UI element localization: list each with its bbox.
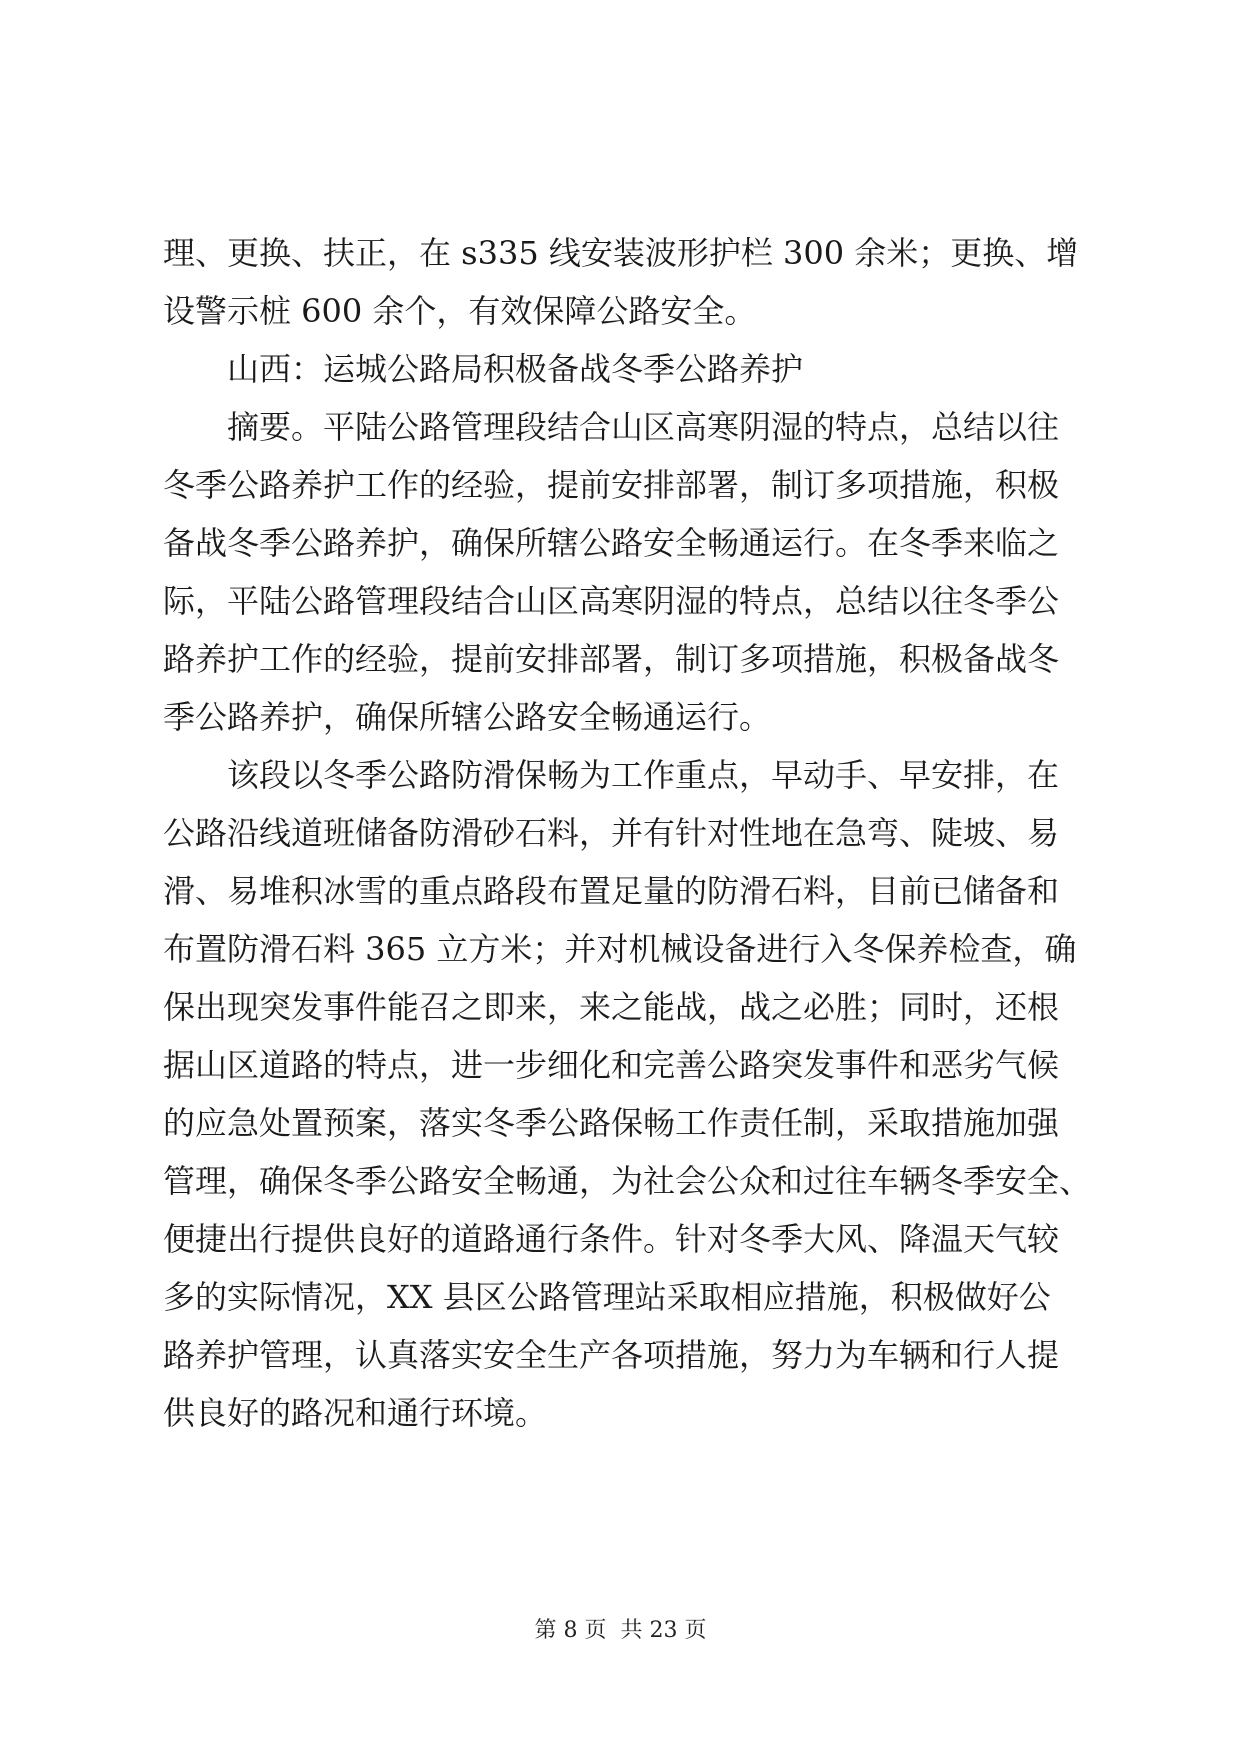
page-number: 第 8 页 共 23 页 bbox=[534, 1618, 707, 1643]
text-line: 布置防滑石料 365 立方米；并对机械设备进行入冬保养检查，确 bbox=[163, 930, 1077, 968]
text-line: 多的实际情况，XX 县区公路管理站采取相应措施，积极做好公 bbox=[163, 1278, 1051, 1316]
text-line: 季公路养护，确保所辖公路安全畅通运行。 bbox=[163, 698, 772, 736]
text-line: 保出现突发事件能召之即来，来之能战，战之必胜；同时，还根 bbox=[163, 988, 1060, 1026]
text-line: 据山区道路的特点，进一步细化和完善公路突发事件和恶劣气候 bbox=[163, 1046, 1060, 1084]
text-line: 路养护管理，认真落实安全生产各项措施，努力为车辆和行人提 bbox=[163, 1336, 1060, 1374]
text-line: 便捷出行提供良好的道路通行条件。针对冬季大风、降温天气较 bbox=[163, 1220, 1060, 1258]
text-line: 滑、易堆积冰雪的重点路段布置足量的防滑石料，目前已储备和 bbox=[163, 872, 1060, 910]
text-line: 公路沿线道班储备防滑砂石料，并有针对性地在急弯、陡坡、易 bbox=[163, 814, 1060, 852]
text-line: 理、更换、扶正，在 s335 线安装波形护栏 300 余米；更换、增 bbox=[163, 234, 1079, 272]
text-line: 备战冬季公路养护，确保所辖公路安全畅通运行。在冬季来临之 bbox=[163, 524, 1060, 562]
text-line: 供良好的路况和通行环境。 bbox=[163, 1394, 548, 1432]
text-line: 摘要。平陆公路管理段结合山区高寒阴湿的特点，总结以往 bbox=[227, 408, 1060, 446]
text-line: 际，平陆公路管理段结合山区高寒阴湿的特点，总结以往冬季公 bbox=[163, 582, 1060, 620]
section-heading: 山西：运城公路局积极备战冬季公路养护 bbox=[227, 350, 804, 388]
text-line: 设警示桩 600 余个，有效保障公路安全。 bbox=[163, 292, 757, 330]
text-line: 路养护工作的经验，提前安排部署，制订多项措施，积极备战冬 bbox=[163, 640, 1060, 678]
text-line: 的应急处置预案，落实冬季公路保畅工作责任制，采取措施加强 bbox=[163, 1104, 1060, 1142]
text-line: 该段以冬季公路防滑保畅为工作重点，早动手、早安排，在 bbox=[227, 756, 1060, 794]
page-footer bbox=[0, 1617, 1241, 1645]
text-line: 冬季公路养护工作的经验，提前安排部署，制订多项措施，积极 bbox=[163, 466, 1060, 504]
text-line: 管理，确保冬季公路安全畅通，为社会公众和过往车辆冬季安全、 bbox=[163, 1162, 1092, 1200]
